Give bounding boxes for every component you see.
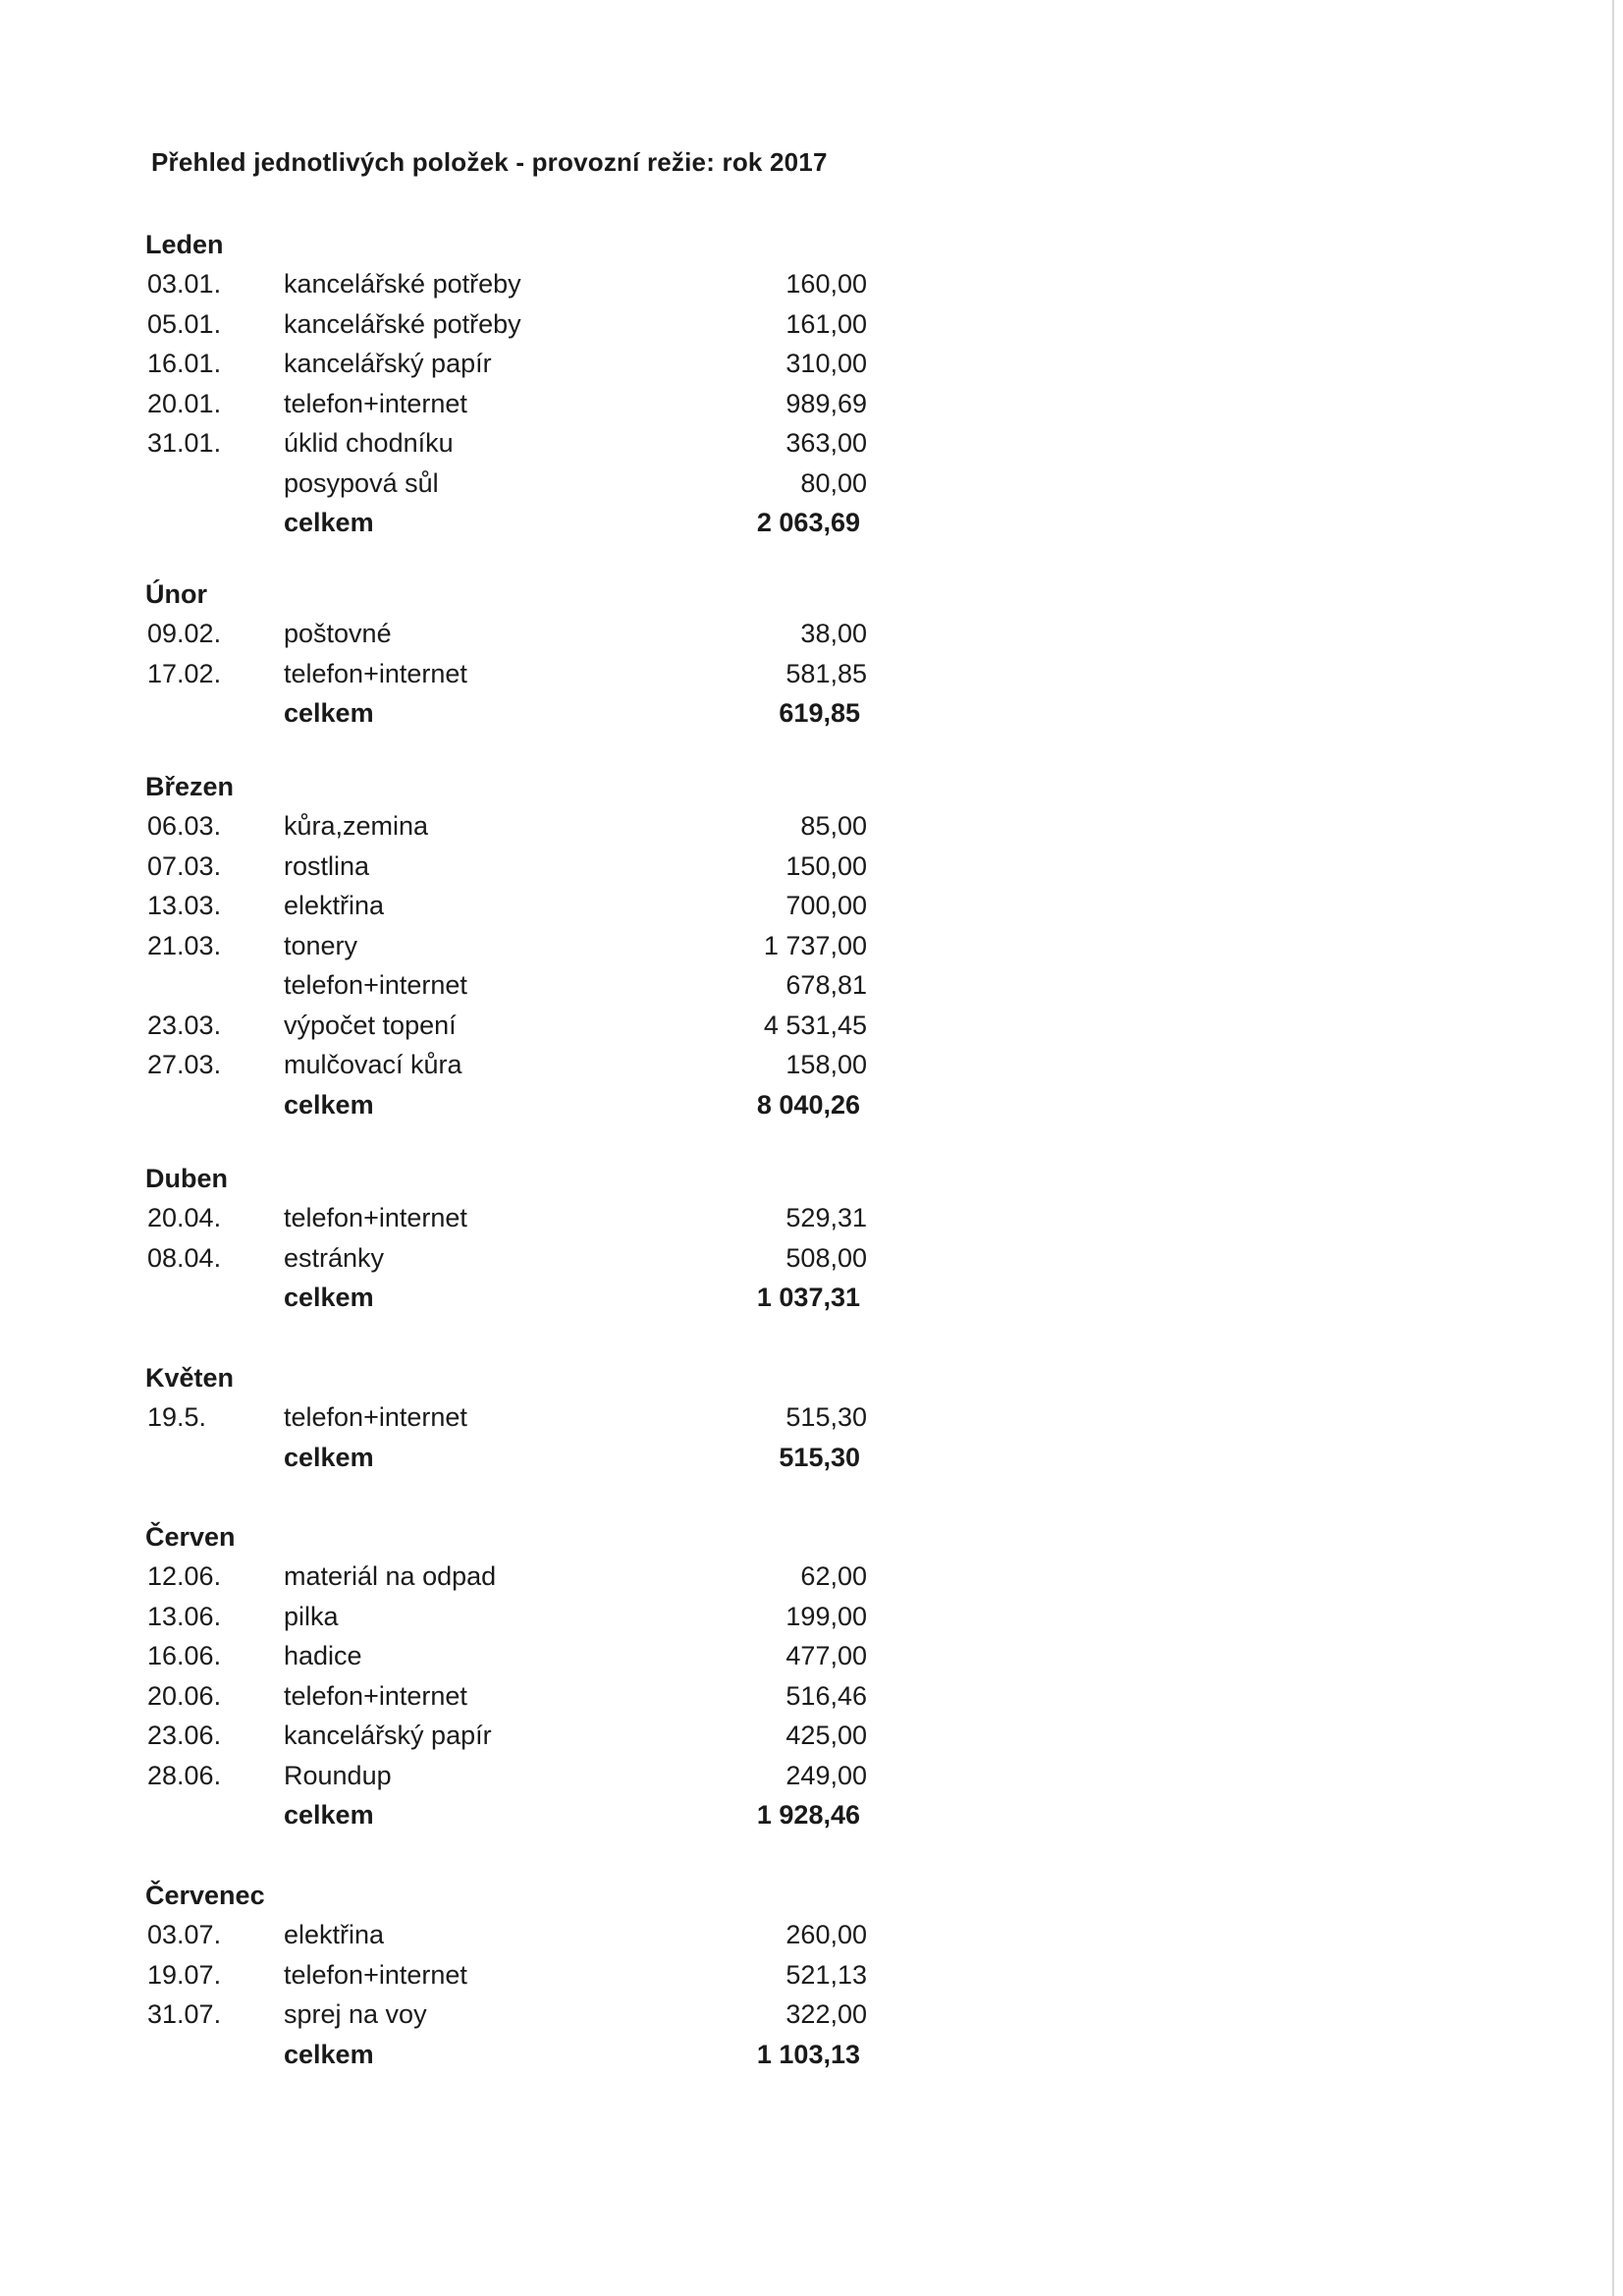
month-section xyxy=(145,574,867,734)
month-heading: Únor xyxy=(145,579,207,609)
total-row xyxy=(145,1278,860,1318)
row-item: telefon+internet xyxy=(284,658,467,688)
row-date: 20.01. xyxy=(147,388,222,418)
row-item: kancelářské potřeby xyxy=(284,308,521,339)
row-item: telefon+internet xyxy=(284,1959,467,1990)
row-amount: 310,00 xyxy=(785,349,867,378)
total-label: celkem xyxy=(284,508,374,537)
row-date: 27.03. xyxy=(147,1050,222,1079)
row-date: 19.5. xyxy=(147,1402,207,1432)
row-amount: 62,00 xyxy=(800,1561,867,1591)
row-date: 20.04. xyxy=(147,1203,222,1232)
total-label: celkem xyxy=(284,1800,374,1830)
row-date: 28.06. xyxy=(147,1760,222,1790)
row-date: 31.01. xyxy=(147,428,222,458)
table-row xyxy=(145,1676,867,1717)
row-item: úklid chodníku xyxy=(284,428,454,458)
total-label: celkem xyxy=(284,1283,374,1312)
table-row xyxy=(145,926,867,966)
month-section xyxy=(145,1517,867,1835)
row-item: mulčovací kůra xyxy=(284,1050,462,1079)
row-item: kancelářský papír xyxy=(284,349,492,378)
row-date: 16.06. xyxy=(147,1641,222,1670)
row-date: 31.07. xyxy=(147,1999,222,2029)
row-amount: 521,13 xyxy=(785,1959,867,1990)
row-date: 13.03. xyxy=(147,891,222,920)
row-item: kancelářské potřeby xyxy=(284,269,521,299)
row-date: 20.06. xyxy=(147,1680,222,1711)
row-item: výpočet topení xyxy=(284,1010,457,1040)
month-heading: Duben xyxy=(145,1164,228,1193)
total-label: celkem xyxy=(284,2039,374,2069)
month-section xyxy=(145,1358,867,1477)
table-row xyxy=(145,264,867,304)
table-row xyxy=(145,423,867,464)
row-amount: 4 531,45 xyxy=(763,1010,867,1040)
row-item: kůra,zemina xyxy=(284,811,429,841)
table-row xyxy=(145,1995,867,2035)
row-date: 06.03. xyxy=(147,811,222,841)
row-item: poštovné xyxy=(284,619,392,648)
total-label: celkem xyxy=(284,698,374,728)
row-item: telefon+internet xyxy=(284,1680,467,1711)
row-date: 03.01. xyxy=(147,269,222,299)
row-item: telefon+internet xyxy=(284,388,467,418)
row-amount: 508,00 xyxy=(785,1242,867,1273)
table-row xyxy=(145,965,867,1006)
total-amount: 1 103,13 xyxy=(756,2039,860,2069)
row-amount: 515,30 xyxy=(785,1402,867,1432)
table-row xyxy=(145,1045,867,1085)
row-amount: 678,81 xyxy=(785,970,867,1000)
row-amount: 363,00 xyxy=(785,428,867,458)
row-amount: 989,69 xyxy=(785,388,867,418)
row-date: 03.07. xyxy=(147,1920,222,1949)
row-date: 12.06. xyxy=(147,1561,222,1591)
row-item: posypová sůl xyxy=(284,467,439,498)
table-row xyxy=(145,806,867,847)
table-row xyxy=(145,886,867,926)
total-label: celkem xyxy=(284,1442,374,1472)
total-amount: 2 063,69 xyxy=(756,508,860,537)
row-amount: 38,00 xyxy=(800,619,867,648)
table-row xyxy=(145,304,867,345)
table-row xyxy=(145,1636,867,1676)
month-heading: Květen xyxy=(145,1363,235,1393)
row-date: 16.01. xyxy=(147,349,222,378)
row-amount: 85,00 xyxy=(800,811,867,841)
row-item: kancelářský papír xyxy=(284,1721,492,1750)
table-row xyxy=(145,464,867,504)
row-item: hadice xyxy=(284,1641,362,1670)
row-date: 13.06. xyxy=(147,1601,222,1631)
row-date: 19.07. xyxy=(147,1959,222,1990)
table-row xyxy=(145,1397,867,1438)
month-section xyxy=(145,1159,867,1318)
row-amount: 249,00 xyxy=(785,1760,867,1790)
row-item: materiál na odpad xyxy=(284,1561,497,1591)
row-amount: 425,00 xyxy=(785,1721,867,1750)
row-item: telefon+internet xyxy=(284,970,467,1000)
total-amount: 1 928,46 xyxy=(756,1800,860,1830)
row-amount: 700,00 xyxy=(785,891,867,920)
row-item: rostlina xyxy=(284,850,370,881)
row-date: 23.03. xyxy=(147,1010,222,1040)
table-row xyxy=(145,384,867,424)
total-amount: 515,30 xyxy=(779,1442,860,1472)
total-amount: 8 040,26 xyxy=(756,1089,860,1120)
row-item: estránky xyxy=(284,1242,385,1273)
row-amount: 477,00 xyxy=(785,1641,867,1670)
total-amount: 1 037,31 xyxy=(756,1283,860,1312)
table-row xyxy=(145,344,867,384)
total-row xyxy=(145,1438,860,1478)
total-label: celkem xyxy=(284,1089,374,1120)
row-item: elektřina xyxy=(284,891,385,920)
total-amount: 619,85 xyxy=(779,698,860,728)
month-heading: Leden xyxy=(145,230,224,259)
table-row xyxy=(145,1955,867,1995)
table-row xyxy=(145,1756,867,1796)
row-item: sprej na voy xyxy=(284,1999,427,2029)
row-amount: 1 737,00 xyxy=(763,930,867,960)
row-date: 07.03. xyxy=(147,850,222,881)
row-amount: 161,00 xyxy=(785,308,867,339)
scan-edge-line xyxy=(1612,0,1614,2296)
table-row xyxy=(145,1716,867,1756)
page-title: Přehled jednotlivých položek - provozní režie: rok 2017 xyxy=(151,147,828,177)
row-amount: 322,00 xyxy=(785,1999,867,2029)
row-amount: 160,00 xyxy=(785,269,867,299)
month-heading: Červenec xyxy=(145,1881,265,1910)
row-date: 05.01. xyxy=(147,308,222,339)
row-date: 08.04. xyxy=(147,1242,222,1273)
row-item: tonery xyxy=(284,930,358,960)
row-amount: 150,00 xyxy=(785,850,867,881)
table-row xyxy=(145,654,867,694)
row-date: 17.02. xyxy=(147,658,222,688)
table-row xyxy=(145,847,867,887)
total-row xyxy=(145,1795,860,1835)
row-item: telefon+internet xyxy=(284,1203,467,1232)
row-item: Roundup xyxy=(284,1760,392,1790)
month-heading: Červen xyxy=(145,1522,236,1552)
month-section xyxy=(145,767,867,1124)
row-amount: 529,31 xyxy=(785,1203,867,1232)
row-amount: 199,00 xyxy=(785,1601,867,1631)
row-date: 23.06. xyxy=(147,1721,222,1750)
month-section xyxy=(145,1876,867,2074)
table-row xyxy=(145,1238,867,1279)
row-amount: 581,85 xyxy=(785,658,867,688)
total-row xyxy=(145,503,860,543)
total-row xyxy=(145,1085,860,1125)
row-amount: 80,00 xyxy=(800,467,867,498)
total-row xyxy=(145,693,860,734)
table-row xyxy=(145,1198,867,1238)
row-amount: 158,00 xyxy=(785,1050,867,1079)
table-row xyxy=(145,1557,867,1597)
row-item: elektřina xyxy=(284,1920,385,1949)
table-row xyxy=(145,1915,867,1955)
row-item: pilka xyxy=(284,1601,339,1631)
table-row xyxy=(145,1006,867,1046)
row-item: telefon+internet xyxy=(284,1402,467,1432)
row-date: 21.03. xyxy=(147,930,222,960)
table-row xyxy=(145,614,867,654)
row-date: 09.02. xyxy=(147,619,222,648)
total-row xyxy=(145,2035,860,2075)
table-row xyxy=(145,1597,867,1637)
row-amount: 260,00 xyxy=(785,1920,867,1949)
month-heading: Březen xyxy=(145,772,235,801)
row-amount: 516,46 xyxy=(785,1680,867,1711)
month-section xyxy=(145,225,867,543)
